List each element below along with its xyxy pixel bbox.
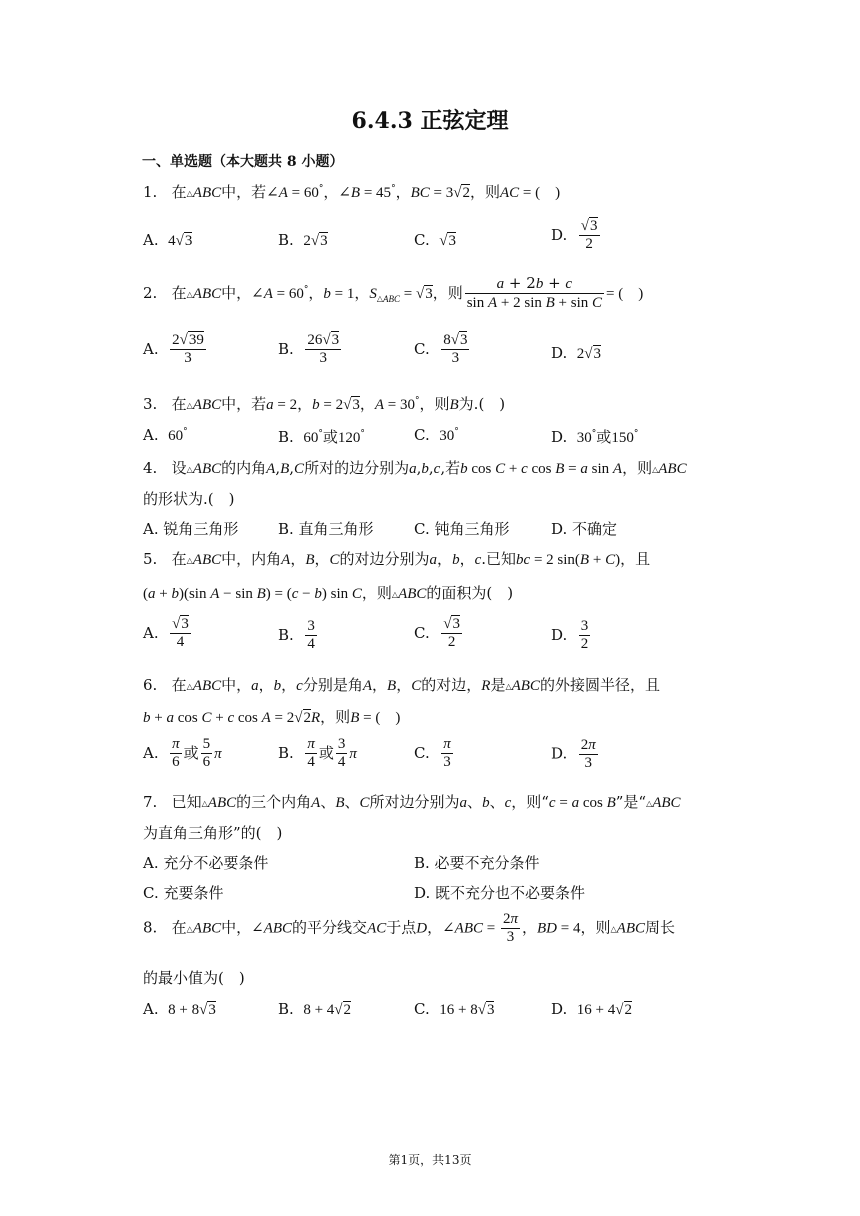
question-2-option-c: C. $\frac{8√3}{3}$ [414,332,468,367]
question-7-option-d: D. 既不充分也不必要条件 [414,884,586,902]
question-3-stem: 3. 在△ABC中，若a = 2，b = 2√3，A = 30°，则B为.( ) [143,395,506,413]
question-1-option-b: B. 2√3 [278,231,328,249]
question-2-option-b: B. $\frac{26√3}{3}$ [278,332,340,367]
question-1-option-c: C. √3 [414,231,456,249]
question-8-stem: 8. 在△ABC中，∠ABC的平分线交AC于点D，∠ABC = $\frac{2\pi}{3}$ ，BD = 4，则△ABC周长 [143,911,676,946]
question-3-option-a: A. 60° [143,426,188,444]
question-2-option-d: D. 2√3 [551,344,602,362]
question-5-option-d: D. $\frac{3}{2}$ [551,618,589,653]
question-5-stem: 5. 在△ABC中，内角A，B，C的对边分别为a，b，c.已知bc = 2 sin(B + C)，且 [143,550,651,568]
question-7-stem: 7. 已知△ABC的三个内角A、B、C所对边分别为a、b、c，则“c = a cos B”是“△ABC [143,793,681,811]
question-8-option-c: C. 16 + 8√3 [414,1000,495,1018]
question-6-option-c: C. $\frac{\pi}{3}$ [414,736,451,771]
question-5-option-c: C. $\frac{√3}{2}$ [414,616,460,651]
question-2-option-a: A. $\frac{2√39}{3}$ [143,332,204,367]
question-7-option-a: A. 充分不必要条件 [143,854,269,872]
question-4-stem-line2: 的形状为.( ) [143,490,235,508]
question-4-option-a: A. 锐角三角形 [143,520,239,538]
question-1-stem: 1. 在△ABC中，若∠A = 60°，∠B = 45°，BC = 3√2，则AC = ( ) [143,183,561,201]
section-heading: 一、单选题（本大题共 8 小题） [142,154,344,170]
question-1-option-a: A. 4√3 [143,231,193,249]
question-4-stem: 4. 设△ABC的内角A,B,C所对的边分别为a,b,c,若b cos C + c cos B = a sin A，则△ABC [143,459,687,477]
question-6-option-a: A. $\frac{\pi}{6}$ 或 $\frac{5}{6}$ π [143,736,222,771]
question-3-option-c: C. 30° [414,426,459,444]
question-6-stem: 6. 在△ABC中，a，b，c分别是角A，B，C的对边，R是△ABC的外接圆半径，且 [143,676,660,694]
question-7-stem-line2: 为直角三角形”的( ) [143,824,283,842]
question-5-option-a: A. $\frac{√3}{4}$ [143,616,189,651]
question-5-option-b: B. $\frac{3}{4}$ [278,618,315,653]
page-title: 6.4.3 正弦定理 [351,108,509,134]
question-8-option-b: B. 8 + 4√2 [278,1000,352,1018]
question-7-option-c: C. 充要条件 [143,884,224,902]
question-4-option-d: D. 不确定 [551,520,618,538]
question-4-option-c: C. 钝角三角形 [414,520,510,538]
question-6-option-b: B. $\frac{\pi}{4}$ 或 $\frac{3}{4}$ π [278,736,357,771]
question-3-option-d: D. 30°或150° [551,428,639,446]
question-6-option-d: D. $\frac{2\pi}{3}$ [551,737,596,772]
question-1-option-d: D. $\frac{√3}{2}$ [551,218,598,253]
page-footer: 第1页，共13页 [388,1153,472,1167]
question-8-stem-line2: 的最小值为( ) [143,969,245,987]
question-8-option-a: A. 8 + 8√3 [143,1000,216,1018]
question-7-option-b: B. 必要不充分条件 [414,854,540,872]
question-8-option-d: D. 16 + 4√2 [551,1000,632,1018]
question-5-stem-line2: (a + b)(sin A − sin B) = (c − b) sin C，则△ABC的面积为( ) [143,584,514,602]
question-3-option-b: B. 60°或120° [278,428,365,446]
question-2-stem: 2. 在△ABC中，∠A = 60°，b = 1，$S_{\triangle ABC} = √3$，则 $\frac{a + 2b + c}{\text{sin A + 2 sin B + sin C}}$ = ( ) [143,274,644,312]
question-6-stem-line2: b + a cos C + c cos A = 2√2R，则B = ( ) [143,708,401,726]
question-4-option-b: B. 直角三角形 [278,520,374,538]
